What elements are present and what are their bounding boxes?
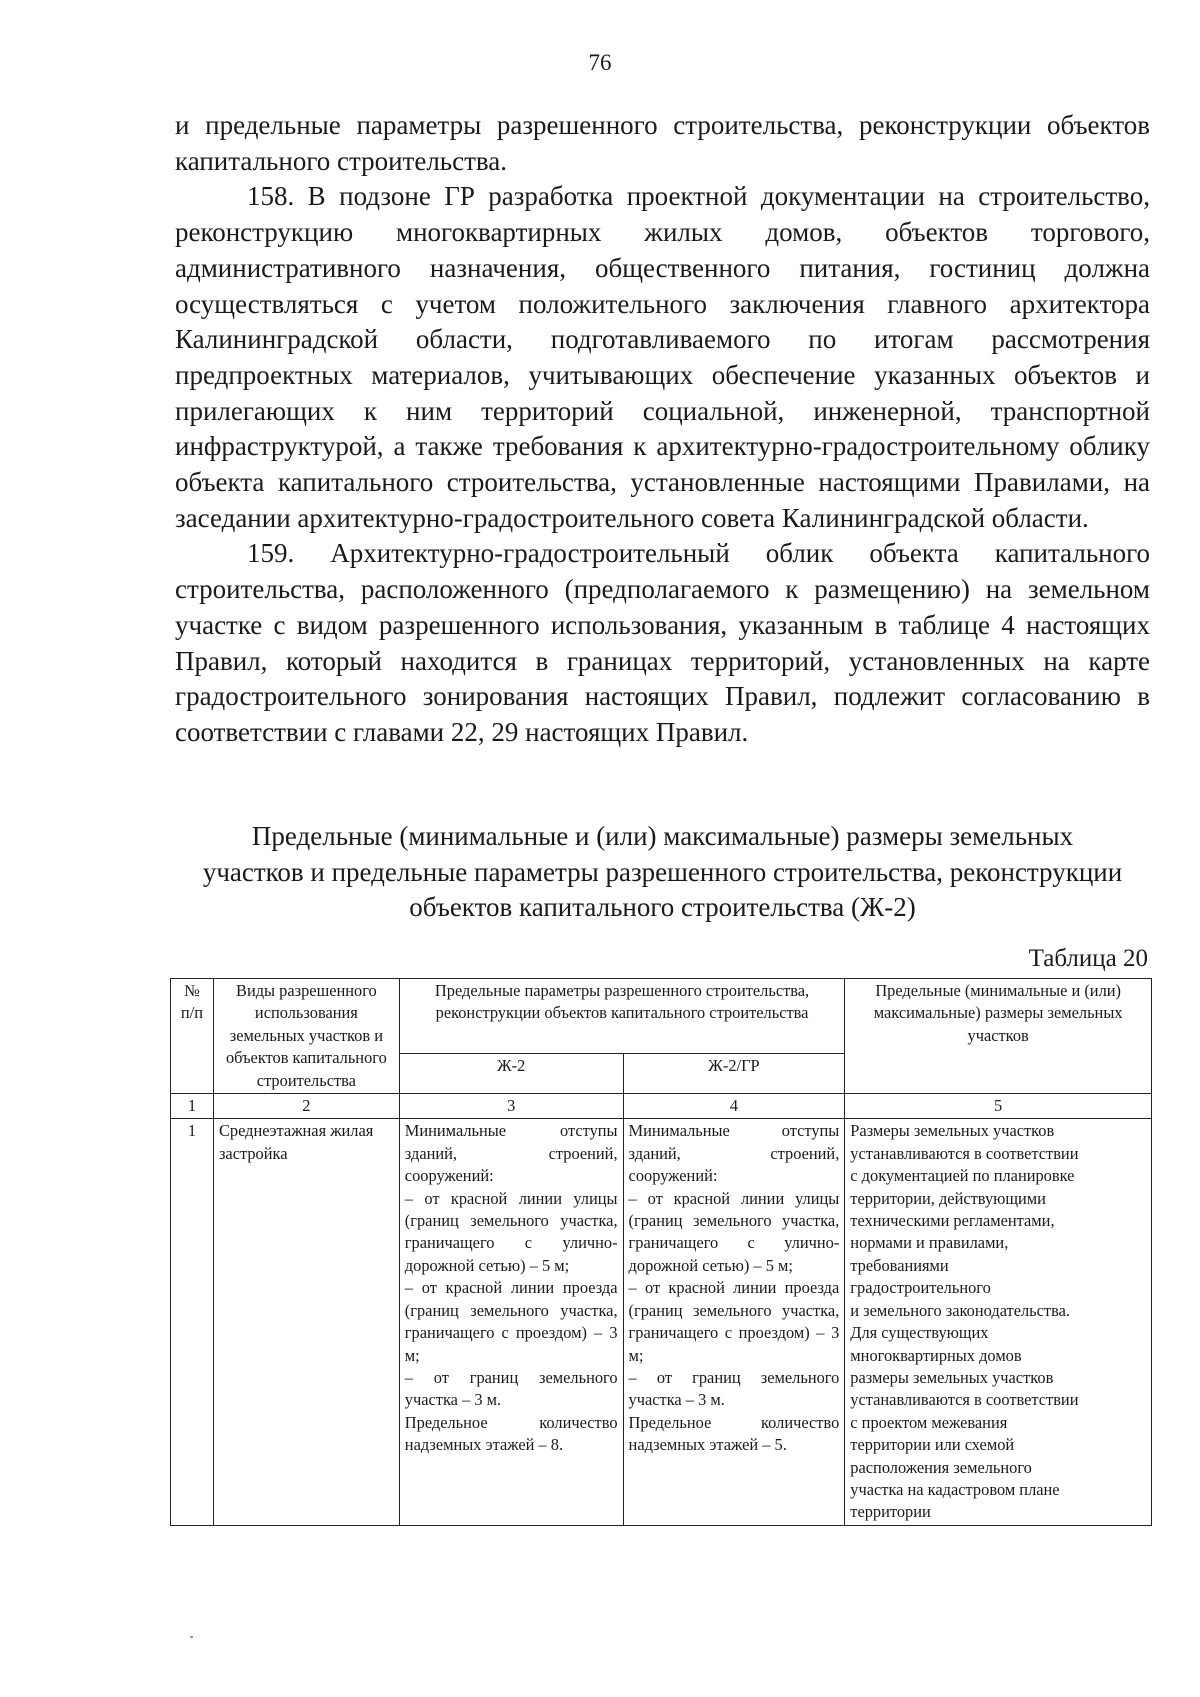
floors-limit: Предельное количество надземных этажей – 5. [628, 1412, 840, 1455]
body-text [175, 108, 1150, 751]
setback-street: – от красной линии улицы (границ земельного участка, граничащего с улично-дорожной сетью) – 5 м; [404, 1188, 618, 1275]
column-number: 3 [399, 1094, 623, 1119]
header-zone-zh2-gr: Ж-2/ГР [623, 1054, 845, 1094]
paragraph-continuation: и предельные параметры разрешенного строительства, реконструкции объектов капитального строительства. [175, 110, 1150, 176]
scan-artifact [190, 1636, 193, 1638]
land-sizes-line: устанавливаются в соответствии [850, 1390, 1079, 1410]
table-row [171, 1119, 1152, 1525]
land-sizes-line: территории, действующими [850, 1188, 1046, 1208]
row-number: 1 [171, 1119, 214, 1525]
setbacks-intro: Минимальные отступы зданий, строений, сооружений: [628, 1121, 840, 1186]
land-sizes-line: Для существующих [850, 1323, 989, 1343]
column-number: 2 [213, 1094, 399, 1119]
header-land-sizes: Предельные (минимальные и (или) максимальные) размеры земельных участков [845, 979, 1152, 1094]
land-sizes-line: и земельного законодательства. [850, 1300, 1070, 1320]
setback-boundary: – от границ земельного участка – 3 м. [404, 1367, 618, 1410]
paragraph-158: 158. В подзоне ГР разработка проектной документации на строительство, реконструкцию многоквартирных жилых домов, объектов торгового, административного назначения, общественного питания, гостиниц должна осуществляться с учетом положительного заключения главного архитектора Калининградской области, подготавливаемого по итогам рассмотрения предпроектных материалов, учитывающих обеспечение указанных объектов и прилегающих к ним территорий социальной, инженерной, транспортной инфраструктурой, а также требования к архитектурно-градостроительному облику объекта капитального строительства, установленные настоящими Правилами, на заседании архитектурно-градостроительного совета Калининградской области. [175, 181, 1150, 533]
zone-zh2-gr-params [623, 1119, 845, 1525]
column-number: 5 [845, 1094, 1152, 1119]
setbacks-intro: Минимальные отступы зданий, строений, сооружений: [404, 1121, 618, 1186]
land-sizes-line: градостроительного [850, 1278, 991, 1298]
header-zone-zh2: Ж-2 [399, 1054, 623, 1094]
column-number: 1 [171, 1094, 214, 1119]
header-params: Предельные параметры разрешенного строительства, реконструкции объектов капитального строительства [399, 979, 845, 1054]
heading-line: участков и предельные параметры разрешенного строительства, реконструкции [202, 856, 1123, 887]
heading-line: объектов капитального строительства (Ж-2) [409, 892, 916, 922]
land-sizes-line: требованиями [850, 1255, 949, 1275]
table-heading [175, 819, 1150, 926]
page-number: 76 [588, 50, 612, 75]
land-sizes-cell [845, 1119, 1152, 1525]
land-sizes-line: расположения земельного [850, 1457, 1032, 1477]
paragraph-159: 159. Архитектурно-градостроительный облик объекта капитального строительства, расположенного (предполагаемого к размещению) на земельном участке с видом разрешенного использования, указанным в таблице 4 настоящих Правил, который находится в границах территорий, установленных на карте градостроительного зонирования настоящих Правил, подлежит согласованию в соответствии с главами 22, 29 настоящих Правил. [175, 538, 1150, 747]
land-sizes-line: размеры земельных участков [850, 1367, 1054, 1387]
header-use-type: Виды разрешенного использования земельных участков и объектов капитального строительства [213, 979, 399, 1094]
setback-street: – от красной линии улицы (границ земельного участка, граничащего с улично-дорожной сетью) – 5 м; [628, 1188, 840, 1275]
heading-line: Предельные (минимальные и (или) максимальные) размеры земельных [251, 821, 1074, 851]
column-number-row [171, 1094, 1152, 1119]
land-sizes-line: с документацией по планировке [850, 1166, 1075, 1186]
land-sizes-line: с проектом межевания [850, 1412, 1008, 1432]
use-type-cell: Среднеэтажная жилая застройка [213, 1119, 399, 1525]
land-sizes-line: участка на кадастровом плане [850, 1479, 1060, 1499]
land-sizes-line: многоквартирных домов [850, 1345, 1022, 1365]
column-number: 4 [623, 1094, 845, 1119]
land-sizes-line: территории [850, 1502, 931, 1522]
land-sizes-line: техническими регламентами, [850, 1211, 1055, 1231]
header-num: № п/п [171, 979, 214, 1094]
land-sizes-line: нормами и правилами, [850, 1233, 1009, 1253]
setback-driveway: – от красной линии проезда (границ земельного участка, граничащего с проездом) – 3 м; [628, 1278, 840, 1365]
land-sizes-line: Размеры земельных участков [850, 1121, 1055, 1141]
land-sizes-line: устанавливаются в соответствии [850, 1143, 1079, 1163]
setback-boundary: – от границ земельного участка – 3 м. [628, 1367, 840, 1410]
parameters-table [170, 978, 1152, 1526]
floors-limit: Предельное количество надземных этажей – 8. [404, 1412, 618, 1455]
zone-zh2-params [399, 1119, 623, 1525]
land-sizes-line: территории или схемой [850, 1435, 1015, 1455]
table-header-row [171, 979, 1152, 1054]
table-label: Таблица 20 [1028, 945, 1148, 972]
setback-driveway: – от красной линии проезда (границ земельного участка, граничащего с проездом) – 3 м; [404, 1278, 618, 1365]
